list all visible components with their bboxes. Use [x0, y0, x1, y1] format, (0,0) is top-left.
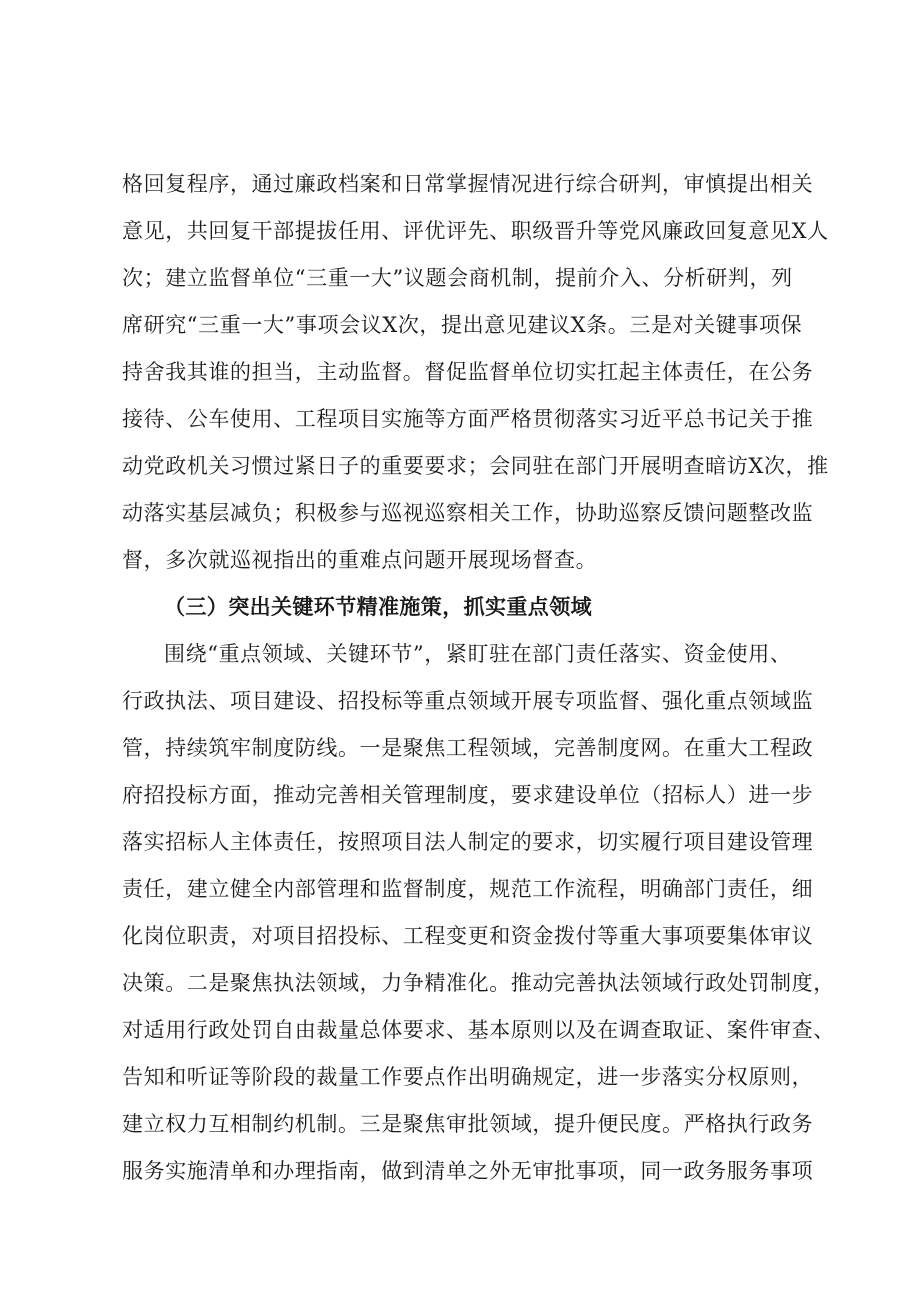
body-text-line: 席研究“三重一大”事项会议X次，提出意见建议X条。三是对关键事项保 — [122, 313, 803, 337]
body-text-line: 对适用行政处罚自由裁量总体要求、基本原则以及在调查取证、案件审查、 — [122, 1018, 835, 1042]
body-text-line: 格回复程序，通过廉政档案和日常掌握情况进行综合研判，审慎提出相关 — [122, 172, 814, 196]
body-text-line: 动党政机关习惯过紧日子的重要要求；会同驻在部门开展明查暗访X次，推 — [122, 454, 829, 478]
body-text-line: 行政执法、项目建设、招投标等重点领域开展专项监督、强化重点领域监 — [122, 689, 814, 713]
body-text-line: 督，多次就巡视指出的重难点问题开展现场督查。 — [122, 548, 598, 572]
section-heading: （三）突出关键环节精准施策，抓实重点领域 — [164, 595, 592, 619]
body-text-line: 化岗位职责，对项目招投标、工程变更和资金拨付等重大事项要集体审议 — [122, 924, 814, 948]
body-text-line: 接待、公车使用、工程项目实施等方面严格贯彻落实习近平总书记关于推 — [122, 407, 814, 431]
body-text-line: 落实招标人主体责任，按照项目法人制定的要求，切实履行项目建设管理 — [122, 830, 814, 854]
body-text-line: 决策。二是聚焦执法领域，力争精准化。推动完善执法领域行政处罚制度， — [122, 971, 835, 995]
body-text-line: 责任，建立健全内部管理和监督制度，规范工作流程，明确部门责任，细 — [122, 877, 814, 901]
body-text-line: 动落实基层减负；积极参与巡视巡察相关工作，协助巡察反馈问题整改监 — [122, 501, 814, 525]
body-text-line: 次；建立监督单位“三重一大”议题会商机制，提前介入、分析研判，列 — [122, 266, 793, 290]
body-text-line: 府招投标方面，推动完善相关管理制度，要求建设单位（招标人）进一步 — [122, 783, 814, 807]
body-text-line: 意见，共回复干部提拔任用、评优评先、职级晋升等党风廉政回复意见X人 — [122, 219, 829, 243]
body-text-line: 管，持续筑牢制度防线。一是聚焦工程领域，完善制度网。在重大工程政 — [122, 736, 814, 760]
body-text-line: 告知和听证等阶段的裁量工作要点作出明确规定，进一步落实分权原则， — [122, 1065, 814, 1089]
body-text-line: 服务实施清单和办理指南，做到清单之外无审批事项，同一政务服务事项 — [122, 1159, 814, 1183]
body-text-line: 围绕“重点领域、关键环节”，紧盯驻在部门责任落实、资金使用、 — [164, 642, 792, 666]
body-text-line: 持舍我其谁的担当，主动监督。督促监督单位切实扛起主体责任，在公务 — [122, 360, 814, 384]
body-text-line: 建立权力互相制约机制。三是聚焦审批领域，提升便民度。严格执行政务 — [122, 1112, 814, 1136]
